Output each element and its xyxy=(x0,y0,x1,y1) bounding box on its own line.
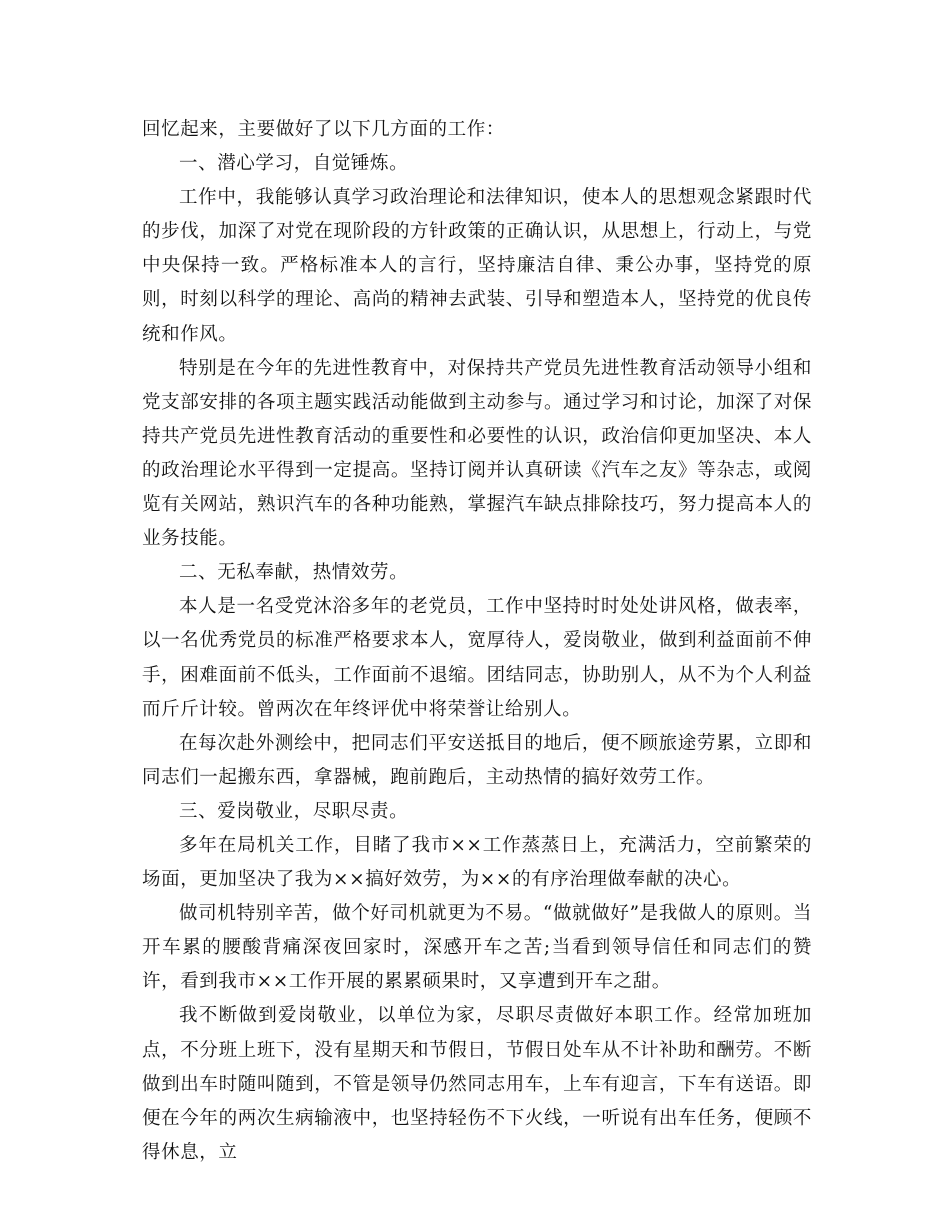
section-heading-2: 二、无私奉献，热情效劳。 xyxy=(179,562,409,584)
paragraph: 特别是在今年的先进性教育中，对保持共产党员先进性教育活动领导小组和党支部安排的各项主题实践活动能做到主动参与。通过学习和讨论，加深了对保持共产党员先进性教育活动的重要性和必要性的认识，政治信仰更加坚决、本人的政治理论水平得到一定提高。坚持订阅并认真研读《汽车之友》等杂志，或阅览有关网站，熟识汽车的各种功能熟，掌握汽车缺点排除技巧，努力提高本人的业务技能。 xyxy=(142,357,812,550)
section-heading-3: 三、爱岗敬业，尽职尽责。 xyxy=(179,800,409,822)
document-body xyxy=(142,113,812,1170)
paragraph-intro: 回忆起来，主要做好了以下几方面的工作： xyxy=(142,119,505,140)
paragraph: 做司机特别辛苦，做个好司机就更为不易。“做就做好”是我做人的原则。当开车累的腰酸背痛深夜回家时，深感开车之苦;当看到领导信任和同志们的赞许，看到我市××工作开展的累累硕果时，又享遭到开车之甜。 xyxy=(142,903,812,993)
section-heading-1: 一、潜心学习，自觉锤炼。 xyxy=(179,153,409,175)
paragraph: 我不断做到爱岗敬业，以单位为家，尽职尽责做好本职工作。经常加班加点，不分班上班下，没有星期天和节假日，节假日处车从不计补助和酬劳。不断做到出车时随叫随到，不管是领导仍然同志用车，上车有迎言，下车有送语。即便在今年的两次生病输液中，也坚持轻伤不下火线，一听说有出车任务，便顾不得休息，立 xyxy=(142,1005,812,1163)
paragraph: 在每次赴外测绘中，把同志们平安送抵目的地后，便不顾旅途劳累，立即和同志们一起搬东西，拿器械，跑前跑后，主动热情的搞好效劳工作。 xyxy=(142,732,812,788)
paragraph: 多年在局机关工作，目睹了我市××工作蒸蒸日上，充满活力，空前繁荣的场面，更加坚决了我为××搞好效劳，为××的有序治理做奉献的决心。 xyxy=(142,834,812,891)
paragraph: 工作中，我能够认真学习政治理论和法律知识，使本人的思想观念紧跟时代的步伐，加深了对党在现阶段的方针政策的正确认识，从思想上，行动上，与党中央保持一致。严格标准本人的言行，坚持廉洁自律、秉公办事，坚持党的原则，时刻以科学的理论、高尚的精神去武装、引导和塑造本人，坚持党的优良传统和作风。 xyxy=(142,187,812,345)
paragraph: 本人是一名受党沐浴多年的老党员，工作中坚持时时处处讲风格，做表率，以一名优秀党员的标准严格要求本人，宽厚待人，爱岗敬业，做到利益面前不伸手，困难面前不低头，工作面前不退缩。团结同志，协助别人，从不为个人利益而斤斤计较。曾两次在年终评优中将荣誉让给别人。 xyxy=(142,596,812,720)
